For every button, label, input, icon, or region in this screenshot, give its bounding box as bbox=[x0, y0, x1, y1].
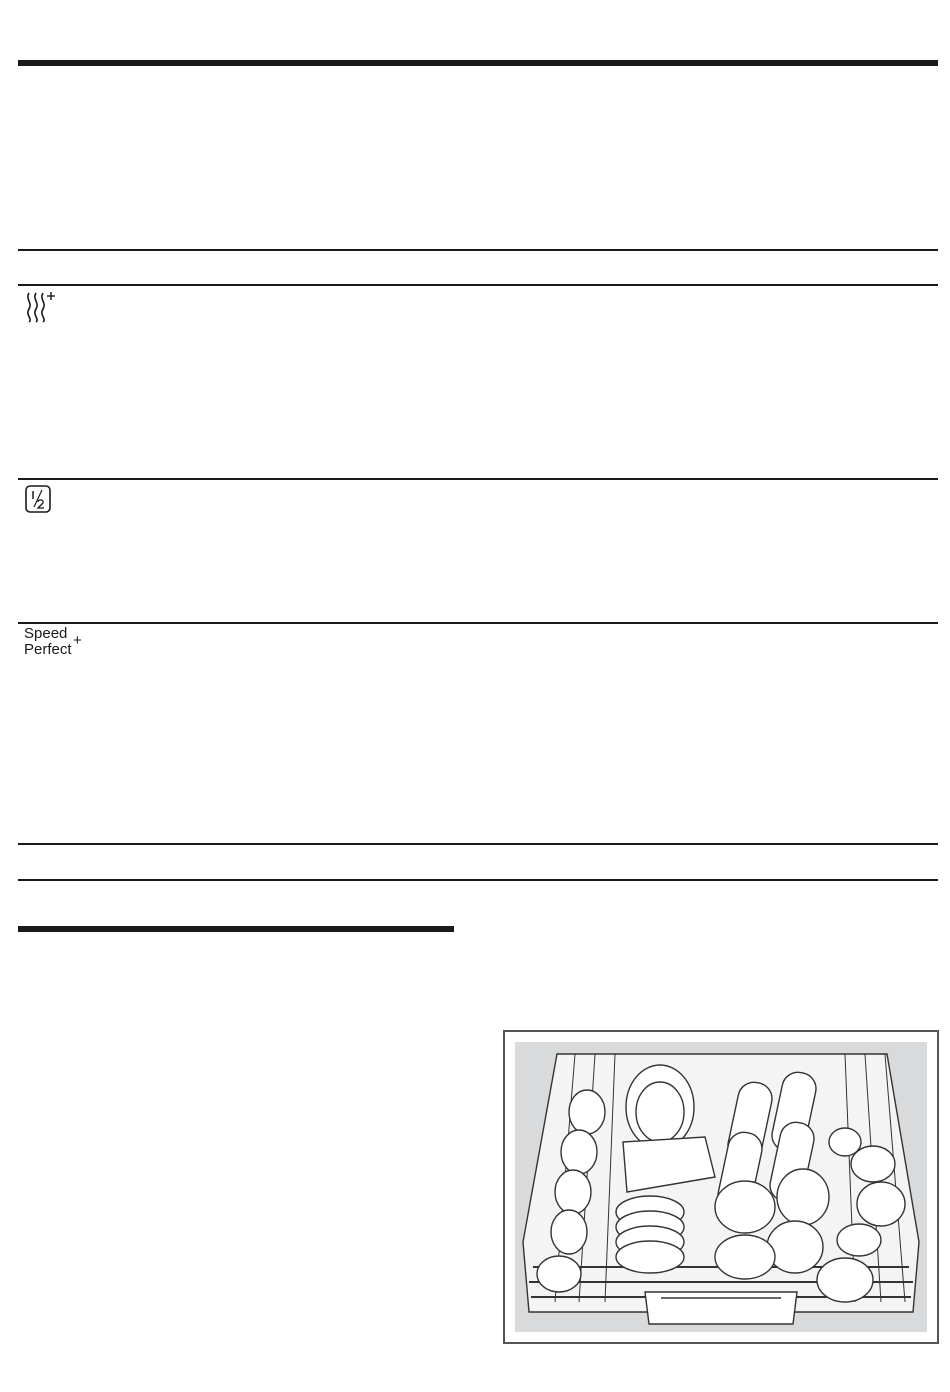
row-divider-2 bbox=[18, 622, 938, 624]
plus-label: + bbox=[73, 632, 82, 649]
table-top-rule bbox=[18, 249, 938, 251]
row-divider-3 bbox=[18, 843, 938, 845]
speed-label: Speed bbox=[24, 625, 68, 642]
table-bottom-rule bbox=[18, 879, 938, 881]
speed-perfect-plus-icon bbox=[24, 626, 72, 658]
perfect-label: Perfect bbox=[24, 641, 72, 658]
row-divider-1 bbox=[18, 478, 938, 480]
dishwasher-basket-illustration bbox=[503, 1030, 939, 1344]
section-rule bbox=[18, 926, 454, 932]
table-header-rule bbox=[18, 284, 938, 286]
half-load-icon bbox=[24, 484, 54, 519]
intensive-zone-icon bbox=[24, 290, 60, 329]
header-rule bbox=[18, 60, 938, 66]
